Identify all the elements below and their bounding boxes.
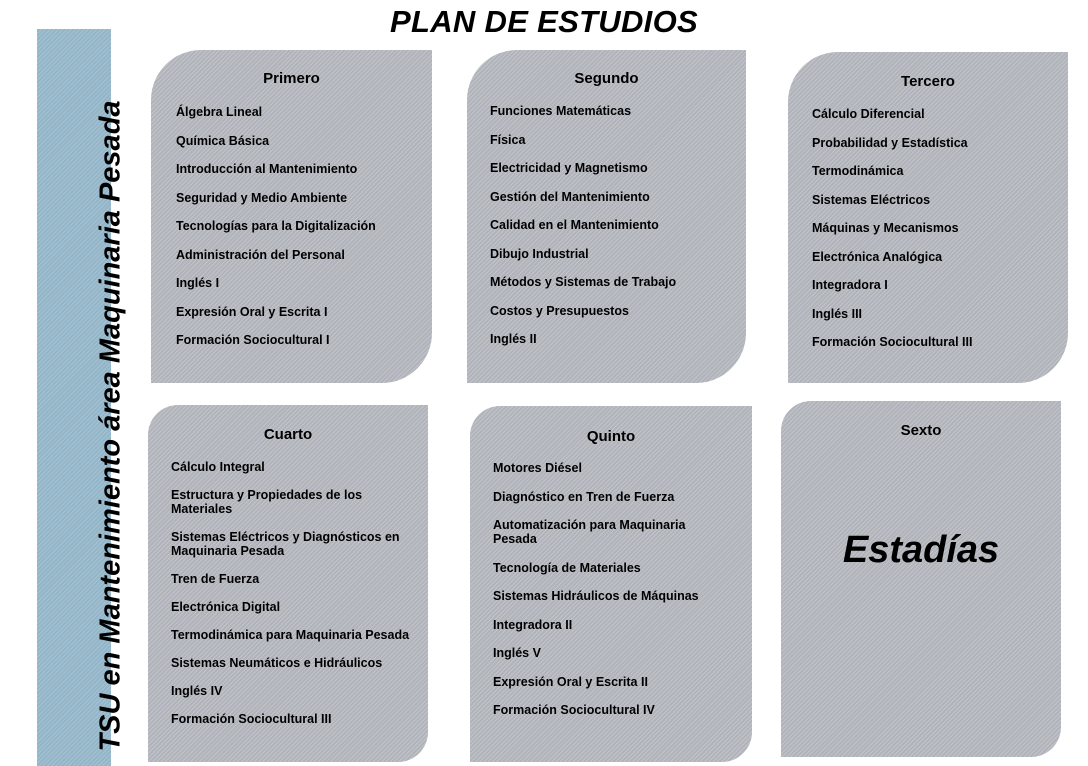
subject-item: Administración del Personal xyxy=(176,247,345,262)
subject-item: Sistemas Eléctricos y Diagnósticos en Maquinaria Pesada xyxy=(171,530,400,558)
semester-title: Segundo xyxy=(574,70,639,87)
semester-title: Sexto xyxy=(900,422,942,439)
subject-item: Seguridad y Medio Ambiente xyxy=(176,190,348,205)
subject-item: Métodos y Sistemas de Trabajo xyxy=(490,275,677,289)
subject-item: Sistemas Neumáticos e Hidráulicos xyxy=(171,656,383,670)
subject-item: Motores Diésel xyxy=(493,461,582,475)
semester-title: Quinto xyxy=(586,428,636,445)
semester-card-sexto xyxy=(781,401,1061,757)
subject-item: Funciones Matemáticas xyxy=(490,104,632,118)
semester-card-primero xyxy=(151,50,432,383)
subject-list xyxy=(490,104,676,361)
subject-item: Inglés I xyxy=(176,276,220,290)
subject-item: Electrónica Digital xyxy=(171,600,281,614)
semester-title: Tercero xyxy=(901,73,955,90)
subject-item: Termodinámica xyxy=(812,164,904,178)
subject-item: Estructura y Propiedades de los Materiales xyxy=(171,488,363,516)
subject-item: Cálculo Integral xyxy=(171,460,265,474)
subject-item: Probabilidad y Estadística xyxy=(812,135,968,150)
subject-item: Álgebra Lineal xyxy=(176,105,263,119)
subject-item: Costos y Presupuestos xyxy=(490,303,629,318)
program-sidebar xyxy=(37,29,127,766)
subject-item: Tren de Fuerza xyxy=(171,572,260,586)
page-title: PLAN DE ESTUDIOS xyxy=(390,4,698,39)
subject-item: Tecnología de Materiales xyxy=(493,560,641,575)
subject-item: Gestión del Mantenimiento xyxy=(490,189,650,204)
semester-title: Cuarto xyxy=(263,426,313,443)
internship-label: Estadías xyxy=(842,529,1000,571)
subject-item: Integradora I xyxy=(812,278,888,292)
semester-card-tercero xyxy=(788,52,1068,383)
subject-item: Integradora II xyxy=(493,617,573,632)
subject-item: Termodinámica para Maquinaria Pesada xyxy=(171,628,410,642)
subject-item: Expresión Oral y Escrita I xyxy=(176,304,328,319)
subject-list xyxy=(812,107,972,364)
subject-item: Cálculo Diferencial xyxy=(812,107,925,121)
subject-list xyxy=(176,105,376,362)
semester-title: Primero xyxy=(263,70,320,87)
subject-item: Formación Sociocultural I xyxy=(176,333,330,347)
subject-item: Inglés V xyxy=(493,646,541,660)
subject-item: Electricidad y Magnetismo xyxy=(490,161,648,175)
subject-item: Electrónica Analógica xyxy=(812,249,943,264)
subject-item: Introducción al Mantenimiento xyxy=(176,162,358,176)
subject-item: Inglés II xyxy=(490,332,537,346)
semester-card-segundo xyxy=(467,50,746,383)
semester-card-quinto xyxy=(470,406,752,762)
subject-item: Formación Sociocultural IV xyxy=(493,703,655,717)
subject-list xyxy=(171,460,416,740)
subject-item: Diagnóstico en Tren de Fuerza xyxy=(493,489,675,504)
subject-item: Automatización para Maquinaria Pesada xyxy=(493,518,686,546)
subject-item: Máquinas y Mecanismos xyxy=(812,221,959,235)
subject-item: Formación Sociocultural III xyxy=(171,712,332,726)
program-name: TSU en Mantenimiento área Maquinaria Pesada xyxy=(94,100,127,752)
subject-item: Inglés IV xyxy=(171,684,223,698)
semester-card-cuarto xyxy=(148,405,428,762)
subject-item: Expresión Oral y Escrita II xyxy=(493,674,648,689)
subject-item: Física xyxy=(490,132,526,147)
subject-item: Dibujo Industrial xyxy=(490,246,589,261)
subject-item: Sistemas Eléctricos xyxy=(812,192,931,207)
subject-item: Formación Sociocultural III xyxy=(812,335,973,349)
subject-item: Química Básica xyxy=(176,133,270,148)
subject-item: Sistemas Hidráulicos de Máquinas xyxy=(493,589,699,603)
subject-item: Inglés III xyxy=(812,306,863,321)
subject-list xyxy=(493,461,728,732)
subject-item: Tecnologías para la Digitalización xyxy=(176,219,376,233)
subject-item: Calidad en el Mantenimiento xyxy=(490,218,659,232)
